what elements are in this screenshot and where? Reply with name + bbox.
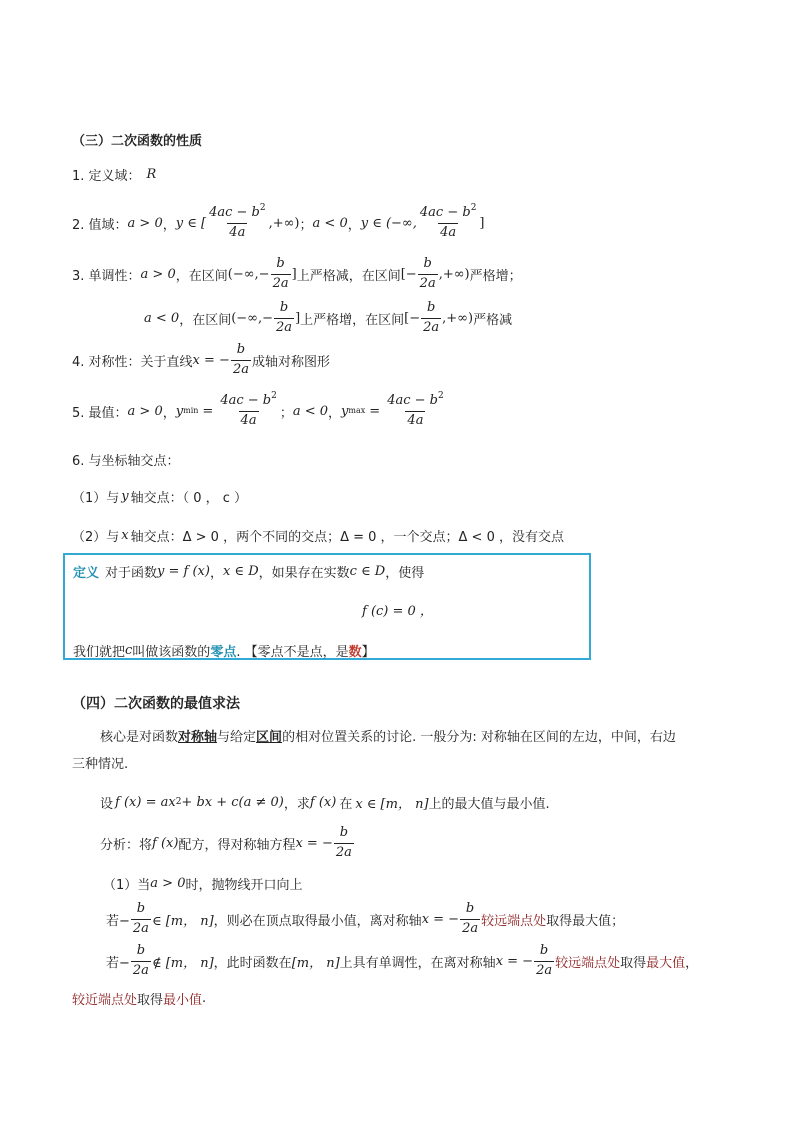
def-text: . 【零点不是点，是 — [236, 644, 349, 660]
intro-text: 与给定 — [217, 729, 257, 745]
interval-part: [− — [404, 310, 421, 326]
frac-b-2a — [274, 301, 294, 335]
definition-line-3 — [73, 642, 375, 658]
sub-text: ，则必在顶点取得最小值，离对称轴 — [213, 913, 422, 929]
frac-b-2a — [131, 902, 151, 936]
section3-title: （三）二次函数的性质 — [72, 134, 203, 149]
sep: ； — [279, 405, 293, 421]
case-text: 时，抛物线开口向上 — [185, 877, 303, 893]
case-math: a > 0 — [150, 875, 186, 891]
case1-sub2-cont — [72, 990, 206, 1006]
interval-part: ] — [291, 266, 297, 282]
intro-text: 核心是对函数 — [100, 729, 179, 745]
frac-num: 4ac − b — [220, 393, 272, 409]
item-text: 轴交点：（ 0 ， c ） — [130, 490, 248, 506]
domain-value: R — [146, 166, 157, 182]
frac-den: 2a — [423, 319, 440, 335]
interval-part: ,+∞) — [442, 310, 474, 326]
setup-text: ，求 — [283, 796, 310, 812]
mono-text: ，在区间 — [179, 312, 232, 328]
frac-b-2a — [334, 826, 354, 860]
definition-tag: 定义 — [73, 565, 100, 581]
extrema-frac2: $\frac{4ac - b^2}{4a}$ — [387, 391, 444, 428]
mono-text: 上严格增，在区间 — [300, 312, 405, 328]
range-tail1: ,+∞) — [268, 215, 300, 231]
zero-term: 零点 — [210, 644, 237, 660]
def-text: ，使得 — [385, 565, 425, 581]
range-set2: y ∈ (−∞, — [360, 215, 417, 231]
item-prefix: （2）与 — [72, 529, 120, 545]
mono-cond2: a < 0 — [144, 310, 180, 326]
def-text: ， — [209, 565, 223, 581]
sep: ， — [328, 405, 342, 421]
sub-text: ， — [685, 955, 699, 971]
sub-math: ∈ [m， n] — [151, 913, 214, 929]
monotonic-line-2 — [144, 298, 512, 338]
mono-text: ，在区间 — [175, 268, 228, 284]
frac-den: 2a — [462, 920, 479, 936]
range-label: 2. 值域： — [72, 217, 128, 233]
frac-b-2a — [131, 944, 151, 978]
extrema-cond2: a < 0 — [292, 403, 329, 419]
mono-text: 严格减 — [473, 312, 513, 328]
intersect-y-line — [72, 488, 247, 504]
analysis-text: 配方，得对称轴方程 — [178, 837, 296, 853]
case1-sub2 — [106, 941, 698, 981]
intro-emph: 对称轴 — [178, 729, 218, 745]
analysis-math: x = − — [295, 835, 333, 851]
interval-part: (−∞,− — [227, 266, 270, 282]
sub-text: 若− — [106, 955, 130, 971]
frac-den: 4a — [407, 412, 424, 428]
definition-line-1 — [73, 563, 424, 579]
sub-text: 取得最大值； — [546, 913, 625, 929]
emph-text: 较远端点处 — [555, 955, 621, 971]
frac-den: 4a — [440, 224, 457, 240]
sub-text: ，此时函数在 — [213, 955, 292, 971]
intersect-label: 6. 与坐标轴交点： — [72, 454, 180, 469]
emph-text: 最大值 — [646, 955, 686, 971]
frac-num: b — [339, 825, 349, 841]
shu-term: 数 — [348, 644, 362, 660]
interval-part: (−∞,− — [231, 310, 274, 326]
sep: ； — [299, 217, 313, 233]
sub-text: . — [202, 990, 207, 1006]
symmetry-line — [72, 340, 330, 380]
setup-line: 设 f (x) = ax 2 + bx + c(a ≠ 0) ，求 f (x) 在 x ∈ [m， n] 上的最大值与最小值. — [100, 794, 550, 812]
setup-text: 上的最大值与最小值. — [428, 796, 550, 812]
frac-num: b — [136, 943, 146, 959]
frac-num: b — [539, 943, 549, 959]
domain-label: 1. 定义域： — [72, 168, 141, 184]
frac-den: 2a — [232, 361, 249, 377]
interval-part: [− — [400, 266, 417, 282]
intersect-x-line — [72, 527, 564, 543]
frac-b-2a — [421, 301, 441, 335]
analysis-line — [100, 823, 355, 863]
mono-text: 严格增； — [469, 268, 522, 284]
sep: ， — [162, 217, 176, 233]
frac-den: 2a — [335, 844, 352, 860]
range-frac2: $\frac{4ac - b^2}{4a}$ — [419, 203, 477, 240]
axis-var: y — [121, 488, 129, 504]
range-frac1: $\frac{4ac - b^2}{4a}$ — [209, 203, 266, 240]
frac-num: 4ac − b — [387, 393, 438, 409]
sub-math: x = − — [495, 953, 534, 969]
frac-den: 4a — [240, 412, 257, 428]
def-text: 我们就把 — [73, 644, 126, 660]
def-text: 】 — [361, 644, 375, 660]
frac-num: b — [426, 300, 436, 316]
sub-math: [m， n] — [291, 955, 340, 971]
extrema-cond1: a > 0 — [127, 403, 163, 419]
def-math: x ∈ D — [222, 563, 259, 579]
def-text: 叫做该函数的 — [132, 644, 211, 660]
def-math: y = f (x) — [157, 563, 210, 579]
def-math: c — [125, 642, 133, 658]
sub-math: ∉ [m， n] — [151, 955, 214, 971]
sep: ， — [162, 405, 176, 421]
range-cond2: a < 0 — [312, 215, 348, 231]
range-tail2: ] — [479, 215, 485, 231]
setup-math: + bx + c(a ≠ 0) — [181, 794, 284, 810]
monotonic-line-1 — [72, 254, 522, 294]
frac-b-2a — [418, 257, 438, 291]
frac-num: 4ac − b — [419, 205, 471, 221]
frac-den: 2a — [132, 962, 149, 978]
frac-b-2a — [271, 257, 291, 291]
analysis-math: f (x) — [152, 835, 179, 851]
frac-num: b — [465, 901, 475, 917]
intro-emph: 区间 — [256, 729, 283, 745]
case1-line — [103, 875, 302, 891]
frac-num: b — [236, 342, 246, 358]
frac-num: b — [136, 901, 146, 917]
setup-math: f (x) = ax — [115, 794, 176, 810]
case-text: （1）当 — [103, 877, 151, 893]
symmetry-tail: 成轴对称图形 — [251, 354, 330, 370]
extrema-frac1: $\frac{4ac - b^2}{4a}$ — [220, 391, 277, 428]
sub-text: 取得 — [137, 992, 164, 1008]
sub-math: x = − — [421, 911, 460, 927]
frac-b-2a — [534, 944, 554, 978]
domain-line — [72, 166, 156, 182]
sub-text: 取得 — [620, 955, 647, 971]
range-line — [72, 202, 485, 244]
def-text: 对于函数 — [105, 565, 158, 581]
item-prefix: （1）与 — [72, 490, 120, 506]
sub-text: 若− — [106, 913, 130, 929]
emph-text: 最小值 — [163, 992, 203, 1008]
analysis-text: 分析：将 — [100, 837, 153, 853]
extrema-line: 5. 最值： a > 0 ， y min = $\frac{4ac - b^2}{4a}$ ； a < 0 ， y max = $\frac{4ac - b^2}{4a}$ — [72, 391, 444, 428]
frac-den: 2a — [419, 275, 436, 291]
interval-part: ,+∞) — [438, 266, 470, 282]
ymin: y — [175, 403, 184, 419]
sub-text: 上具有单调性，在离对称轴 — [339, 955, 496, 971]
frac-den: 2a — [272, 275, 289, 291]
axis-var: x — [121, 527, 129, 543]
range-set1: y ∈ [ — [175, 215, 207, 231]
frac-num: b — [423, 256, 432, 272]
mono-cond1: a > 0 — [140, 266, 176, 282]
emph-text: 较远端点处 — [481, 913, 547, 929]
frac-den: 4a — [229, 224, 246, 240]
emph-text: 较近端点处 — [72, 992, 138, 1008]
setup-math: f (x) — [309, 794, 337, 810]
interval-part: ] — [295, 310, 301, 326]
frac-b-2a — [231, 343, 251, 377]
ymax: y — [341, 403, 349, 419]
frac-den: 2a — [536, 962, 553, 978]
definition-equation: f (c) = 0 ， — [362, 604, 433, 619]
intro-text: 的相对位置关系的讨论. 一般分为: 对称轴在区间的左边，中间，右边 — [282, 729, 676, 745]
extrema-label: 5. 最值： — [72, 405, 128, 421]
def-math: c ∈ D — [349, 563, 386, 579]
symmetry-eq: x = − — [192, 352, 230, 368]
item-text: 轴交点：Δ > 0 ，两个不同的交点；Δ = 0 ，一个交点；Δ < 0 ，没有交点 — [130, 529, 564, 545]
frac-num: b — [276, 256, 285, 272]
frac-num: 4ac − b — [209, 205, 260, 221]
frac-den: 2a — [132, 920, 149, 936]
setup-math: x ∈ [m， n] — [355, 796, 429, 812]
section4-title: （四）二次函数的最值求法 — [72, 696, 240, 712]
symmetry-label: 4. 对称性：关于直线 — [72, 354, 193, 370]
case1-sub1 — [106, 899, 624, 939]
intro-line-1 — [100, 727, 676, 743]
setup-text: 在 — [339, 796, 353, 812]
mono-text: 上严格减，在区间 — [296, 268, 401, 284]
frac-num: b — [279, 300, 289, 316]
intro-line-2: 三种情况. — [72, 757, 129, 772]
mono-label: 3. 单调性： — [72, 268, 141, 284]
setup-text: 设 — [100, 796, 114, 812]
frac-b-2a — [460, 902, 480, 936]
range-cond1: a > 0 — [127, 215, 163, 231]
sep: ， — [347, 217, 361, 233]
frac-den: 2a — [276, 319, 293, 335]
def-text: ，如果存在实数 — [258, 565, 350, 581]
